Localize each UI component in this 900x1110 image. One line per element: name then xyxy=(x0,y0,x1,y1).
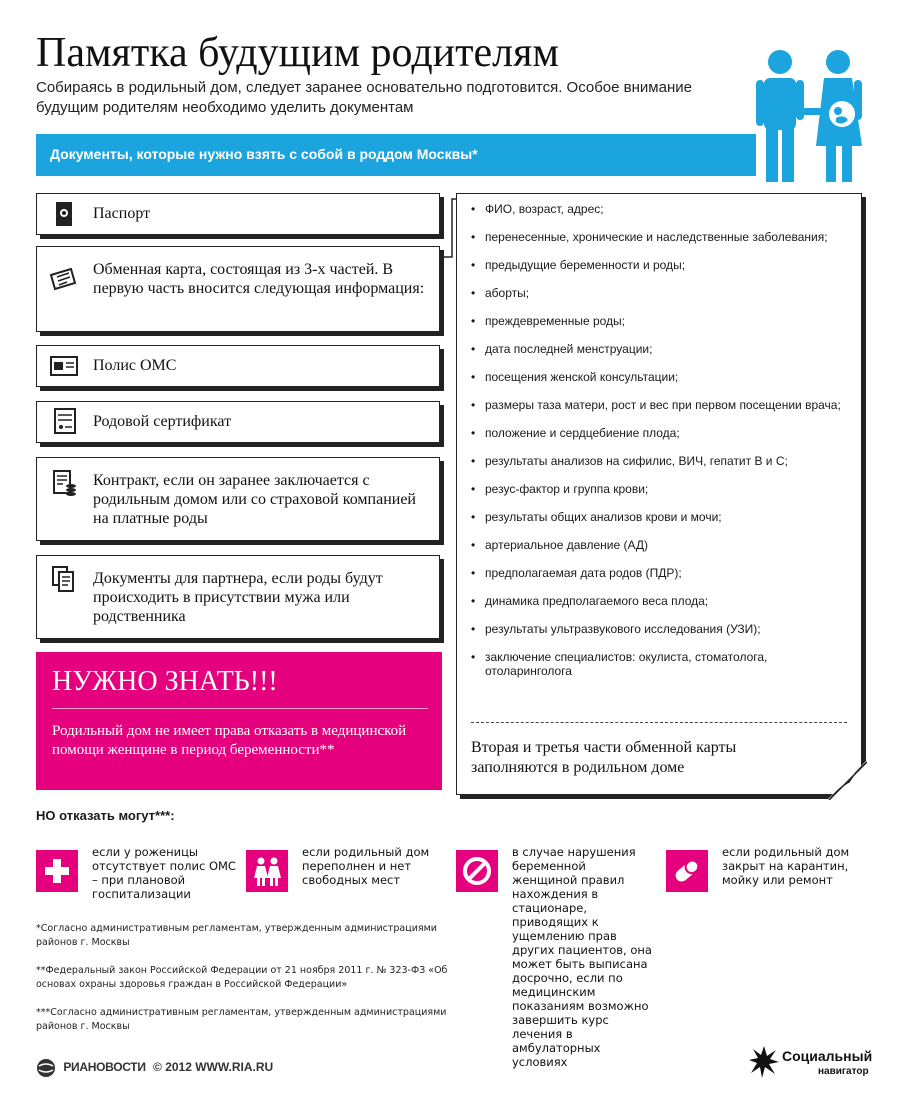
exchange-card-info-list xyxy=(467,202,847,692)
document-label: Паспорт xyxy=(93,205,151,222)
document-card-oms xyxy=(36,345,440,387)
list-item: • размеры таза матери, рост и вес при первом посещении врача; xyxy=(467,398,847,412)
document-card-contract xyxy=(36,457,440,541)
list-item: • результаты анализов на сифилис, ВИЧ, гепатит В и С; xyxy=(467,454,847,468)
list-item: • перенесенные, хронические и наследственные заболевания; xyxy=(467,230,847,244)
document-label: Полис ОМС xyxy=(93,357,177,374)
document-label: Контракт, если он заранее заключается с родильным домом или со страховой компанией на платные роды xyxy=(93,472,416,527)
refusal-heading: НО отказать могут***: xyxy=(36,808,175,823)
copyright: © 2012 WWW.RIA.RU xyxy=(153,1060,274,1075)
list-item: • аборты; xyxy=(467,286,847,300)
list-item: • предыдущие беременности и роды; xyxy=(467,258,847,272)
document-card-certificate xyxy=(36,401,440,443)
contract-icon xyxy=(49,470,79,496)
list-item: • динамика предполагаемого веса плода; xyxy=(467,594,847,608)
exchange-card-note: Вторая и третья части обменной карты заполняются в родильном доме xyxy=(471,739,737,776)
partner-documents-icon xyxy=(49,566,79,592)
partner-subtitle: навигатор xyxy=(818,1066,869,1077)
intro-text: Собираясь в родильный дом, следует заранее основательно подготовится. Особое внимание будущим родителям необходимо уделить документам xyxy=(36,79,692,116)
list-item: • артериальное давление (АД) xyxy=(467,538,847,552)
ria-logo xyxy=(36,1058,273,1080)
dashed-divider xyxy=(471,722,847,723)
list-item: • заключение специалистов: окулиста, стоматолога, отоларинголога xyxy=(467,650,847,678)
social-navigator-logo xyxy=(748,1042,873,1082)
list-item: • посещения женской консультации; xyxy=(467,370,847,384)
refusal-reason: если родильный дом переполнен и нет свободных мест xyxy=(302,845,430,887)
refusal-reason: если у роженицы отсутствует полис ОМС – при плановой госпитализации xyxy=(92,845,236,901)
document-card-passport xyxy=(36,193,440,235)
list-item: • результаты общих анализов крови и мочи; xyxy=(467,510,847,524)
list-item: • ФИО, возраст, адрес; xyxy=(467,202,847,216)
passport-icon xyxy=(49,201,79,227)
prohibited-icon xyxy=(456,850,498,892)
footnote: ***Согласно административным регламентам, утвержденным администрациями районов г. Москвы xyxy=(36,1007,447,1032)
partner-name: Социальный xyxy=(782,1048,873,1064)
list-item: • положение и сердцебиение плода; xyxy=(467,426,847,440)
list-item: • результаты ультразвукового исследования (УЗИ); xyxy=(467,622,847,636)
exchange-card-details-panel xyxy=(456,193,862,795)
page-curl-icon xyxy=(827,760,867,800)
banner-text: Документы, которые нужно взять с собой в роддом Москвы* xyxy=(50,146,478,162)
document-label: Документы для партнера, если роды будут происходить в присутствии мужа или родственника xyxy=(93,570,383,625)
must-know-divider xyxy=(52,708,428,709)
document-card-exchange xyxy=(36,246,440,332)
parents-icon xyxy=(750,48,870,184)
must-know-box xyxy=(36,652,442,790)
document-card-partner xyxy=(36,555,440,639)
document-label: Родовой сертификат xyxy=(93,413,232,430)
ria-globe-icon xyxy=(36,1058,56,1078)
medical-cross-icon xyxy=(36,850,78,892)
footnote: **Федеральный закон Российской Федерации от 21 ноября 2011 г. № 323-ФЗ «Об основах охраны здоровья граждан в Российской Федерации» xyxy=(36,965,448,990)
ria-name: РИАНОВОСТИ xyxy=(63,1060,146,1075)
refusal-reason: в случае нарушения беременной женщиной правил нахождения в стационаре, приводящих к ущемлению прав других пациентов, она может быть выписана досрочно, если по медицинским показаниям возможно завершить курс лечения в амбулаторных условиях xyxy=(512,845,652,1069)
pill-icon xyxy=(666,850,708,892)
insurance-card-icon xyxy=(49,353,79,379)
women-icon xyxy=(246,850,288,892)
list-item: • предполагаемая дата родов (ПДР); xyxy=(467,566,847,580)
list-item: • дата последней менструации; xyxy=(467,342,847,356)
list-item: • резус-фактор и группа крови; xyxy=(467,482,847,496)
document-label: Обменная карта, состоящая из 3-х частей. В первую часть вносится следующая информация: xyxy=(93,261,425,297)
page-title: Памятка будущим родителям xyxy=(36,30,560,76)
must-know-text: Родильный дом не имеет права отказать в медицинской помощи женщине в период беременности** xyxy=(52,723,407,758)
splash-icon xyxy=(748,1044,780,1080)
refusal-reason: если родильный дом закрыт на карантин, мойку или ремонт xyxy=(722,845,850,887)
footnote: *Согласно административным регламентам, утвержденным администрациями районов г. Москвы xyxy=(36,923,437,948)
must-know-title: НУЖНО ЗНАТЬ!!! xyxy=(52,666,278,697)
list-item: • преждевременные роды; xyxy=(467,314,847,328)
documents-banner xyxy=(36,134,756,176)
exchange-card-icon xyxy=(49,265,79,291)
certificate-icon xyxy=(49,408,79,434)
